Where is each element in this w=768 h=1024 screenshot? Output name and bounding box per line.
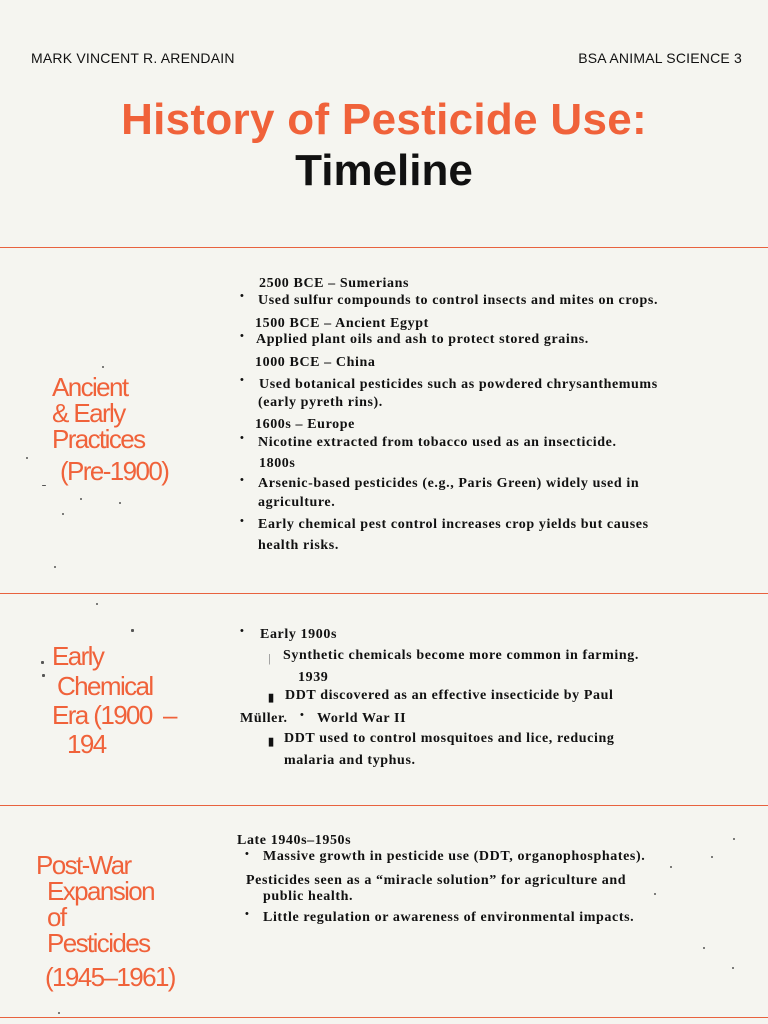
speck-mark: [80, 498, 82, 500]
speck-mark: [670, 866, 672, 868]
speck-mark: [119, 502, 121, 504]
bullet-icon: •: [240, 515, 244, 527]
speck-mark: [96, 603, 98, 605]
bullet-icon: •: [245, 848, 249, 860]
speck-mark: [733, 838, 735, 840]
course-label: BSA ANIMAL SCIENCE 3: [578, 50, 742, 66]
bullet-icon: •: [240, 432, 244, 444]
speck-mark: [26, 457, 28, 459]
bullet-icon: •: [240, 374, 244, 386]
page-title: History of Pesticide Use:: [121, 95, 647, 144]
speck-mark: [102, 366, 104, 368]
bullet-icon: •: [240, 290, 244, 302]
bullet-icon: |: [268, 653, 271, 665]
divider-3: [0, 805, 768, 806]
author-name: MARK VINCENT R. ARENDAIN: [31, 50, 235, 66]
speck-mark: [54, 566, 56, 568]
speck-mark: [654, 893, 656, 895]
bullet-icon: •: [300, 709, 304, 721]
speck-mark: [703, 947, 705, 949]
divider-4: [0, 1017, 768, 1018]
speck-mark: [62, 513, 64, 515]
section-label-post-war: Post-War Expansion of Pesticides (1945–1961): [36, 850, 175, 992]
bullet-icon: •: [240, 474, 244, 486]
section-label-early-chemical: Early Chemical Era (1900 – 194: [52, 641, 176, 759]
speck-mark: [41, 661, 44, 664]
speck-mark: [131, 629, 134, 632]
divider-2: [0, 593, 768, 594]
bullet-icon: •: [240, 330, 244, 342]
speck-mark: [42, 485, 46, 486]
speck-mark: [711, 856, 713, 858]
bullet-icon: •: [245, 908, 249, 920]
bullet-icon: •: [240, 625, 244, 637]
speck-mark: [732, 967, 734, 969]
divider-1: [0, 247, 768, 248]
speck-mark: [42, 674, 45, 677]
page-subtitle: Timeline: [295, 146, 473, 195]
bullet-icon: ▮: [268, 736, 275, 748]
bullet-icon: ▮: [268, 692, 275, 704]
section-label-ancient: Ancient & Early Practices (Pre-1900): [52, 372, 169, 486]
speck-mark: [58, 1012, 60, 1014]
